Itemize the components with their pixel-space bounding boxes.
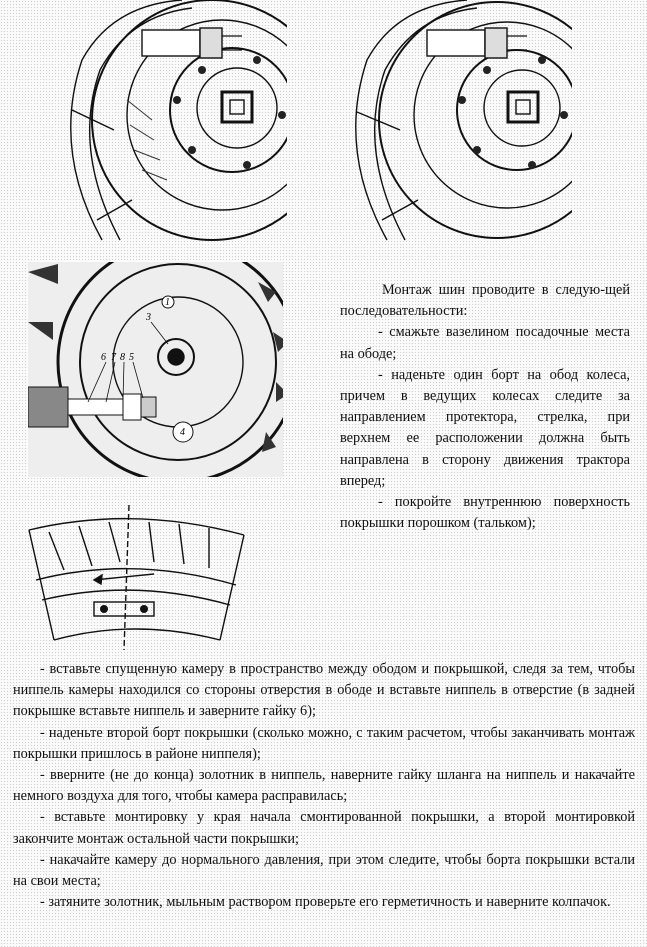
wheel-illustration-1 — [42, 0, 287, 242]
part-label-4: 4 — [180, 427, 185, 438]
rear-wheel-illustration — [28, 262, 283, 477]
wheel-figure-3 — [28, 262, 283, 477]
step-3: - вверните (не до конца) золотник в ниппель, наверните гайку шланга на ниппель и накачайте немного воздуха для того, чтобы камера расправилась; — [13, 767, 635, 805]
intro-item-2: - наденьте один борт на обод колеса, причем в ведущих колесах следите за направлением протектора, стрелка, при верхнем ее расположении должна быть направлена в сторону движения трактора вперед; — [340, 366, 630, 489]
part-label-8: 8 — [120, 352, 125, 363]
step-1: - вставьте спущенную камеру в пространство между ободом и покрышкой, следя за тем, чтобы ниппель камеры находился со стороны отверстия в ободе и вставьте ниппель в отверстие (в задней покрышке вставьте ниппель и заверните гайку 6); — [13, 661, 635, 720]
step-6: - затяните золотник, мыльным раствором проверьте его герметичность и наверните колпачок. — [40, 894, 611, 911]
steps-text — [13, 659, 635, 913]
intro-item-3: - покройте внутреннюю поверхность покрышки порошком (тальком); — [340, 494, 630, 532]
tread-figure — [24, 500, 249, 650]
part-label-5: 5 — [129, 352, 134, 363]
part-label-7: 7 — [111, 352, 116, 363]
intro-lead: Монтаж шин проводите в следую-щей последовательности: — [340, 282, 630, 320]
wheel-figure-1 — [42, 0, 287, 242]
part-label-3: 3 — [146, 312, 151, 323]
wheel-figure-2 — [332, 0, 572, 242]
part-label-1: 1 — [165, 297, 170, 308]
step-5: - накачайте камеру до нормального давления, при этом следите, чтобы борта покрышки встали на свои места; — [13, 851, 635, 890]
step-4: - вставьте монтировку у края начала смонтированной покрышки, а второй монтировкой закончите монтаж остальной части покрышки; — [13, 809, 635, 847]
part-label-6: 6 — [101, 352, 106, 363]
step-2: - наденьте второй борт покрышки (сколько можно, с таким расчетом, чтобы заканчивать монтаж покрышки пришлось в районе ниппеля); — [13, 724, 635, 762]
wheel-illustration-2 — [332, 0, 572, 242]
intro-item-1: - смажьте вазелином посадочные места на ободе; — [340, 324, 630, 362]
tread-illustration — [24, 500, 249, 650]
intro-text — [340, 280, 630, 534]
